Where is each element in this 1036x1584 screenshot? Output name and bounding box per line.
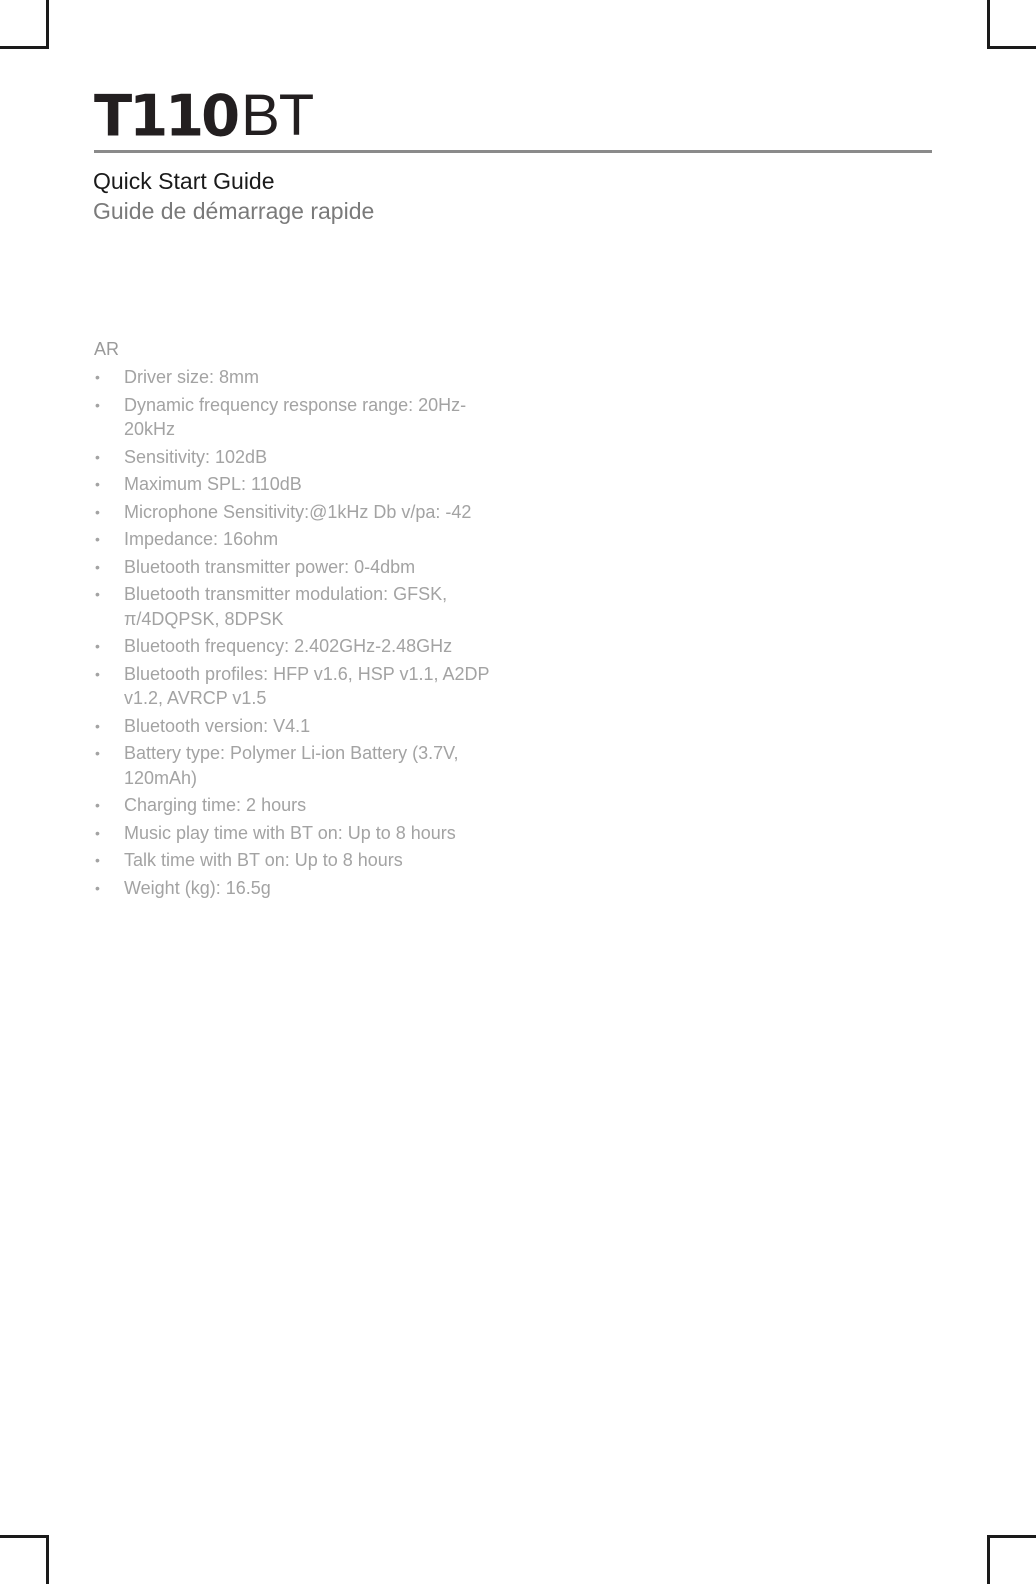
bullet-icon: • xyxy=(95,476,100,492)
bullet-icon: • xyxy=(95,824,100,841)
spec-text: Battery type: Polymer Li-ion Battery (3.7V, 120mAh) xyxy=(124,743,459,788)
title-french: Guide de démarrage rapide xyxy=(93,198,375,224)
spec-item xyxy=(94,821,514,846)
bullet-icon: • xyxy=(95,396,100,413)
spec-text: Bluetooth transmitter modulation: GFSK, π/4DQPSK, 8DPSK xyxy=(124,584,448,629)
spec-item xyxy=(94,527,514,552)
spec-item xyxy=(94,582,514,631)
spec-text: Sensitivity: 102dB xyxy=(124,446,268,467)
header-rule xyxy=(94,150,932,153)
crop-mark-bottom-left xyxy=(0,1535,49,1584)
bullet-icon: • xyxy=(95,852,100,868)
spec-item xyxy=(94,555,514,580)
spec-text: Bluetooth frequency: 2.402GHz-2.48GHz xyxy=(124,636,453,656)
bullet-icon: • xyxy=(95,879,100,896)
bullet-icon: • xyxy=(95,369,100,385)
spec-item xyxy=(94,445,514,470)
spec-text: Bluetooth profiles: HFP v1.6, HSP v1.1, A2DP v1.2, AVRCP v1.5 xyxy=(124,663,490,708)
spec-text: Charging time: 2 hours xyxy=(124,795,307,815)
logo-model: T110 xyxy=(94,83,238,150)
spec-text: Microphone Sensitivity:@1kHz Db v/pa: -42 xyxy=(124,501,472,522)
spec-text: Bluetooth transmitter power: 0-4dbm xyxy=(124,556,416,577)
spec-text: Talk time with BT on: Up to 8 hours xyxy=(124,850,403,870)
bullet-icon: • xyxy=(95,665,100,682)
spec-text: Dynamic frequency response range: 20Hz-20kHz xyxy=(124,394,467,439)
spec-item xyxy=(94,500,514,525)
spec-item xyxy=(94,793,514,818)
spec-text: Bluetooth version: V4.1 xyxy=(124,715,311,736)
product-logo xyxy=(94,83,314,150)
bullet-icon: • xyxy=(95,797,100,813)
logo-suffix: BT xyxy=(241,83,314,148)
spec-item xyxy=(94,634,514,659)
crop-mark-bottom-right xyxy=(987,1535,1036,1584)
bullet-icon: • xyxy=(95,717,100,734)
spec-item xyxy=(94,714,514,739)
spec-item xyxy=(94,662,514,711)
spec-text: Driver size: 8mm xyxy=(124,367,260,387)
spec-list xyxy=(94,365,514,903)
spec-item xyxy=(94,848,514,873)
bullet-icon: • xyxy=(95,558,100,575)
title-english: Quick Start Guide xyxy=(93,168,275,194)
spec-item xyxy=(94,472,514,497)
spec-text: Music play time with BT on: Up to 8 hours xyxy=(124,822,456,843)
crop-mark-top-right xyxy=(987,0,1036,49)
bullet-icon: • xyxy=(95,745,100,761)
spec-item xyxy=(94,393,514,442)
bullet-icon: • xyxy=(95,531,100,547)
bullet-icon: • xyxy=(95,503,100,520)
bullet-icon: • xyxy=(95,638,100,654)
spec-text: Maximum SPL: 110dB xyxy=(124,474,302,494)
crop-mark-top-left xyxy=(0,0,49,49)
spec-item xyxy=(94,741,514,790)
bullet-icon: • xyxy=(95,448,100,465)
spec-item xyxy=(94,365,514,390)
section-label: AR xyxy=(94,339,120,359)
bullet-icon: • xyxy=(95,586,100,602)
spec-text: Impedance: 16ohm xyxy=(124,529,279,549)
spec-item xyxy=(94,876,514,901)
spec-text: Weight (kg): 16.5g xyxy=(124,877,271,898)
